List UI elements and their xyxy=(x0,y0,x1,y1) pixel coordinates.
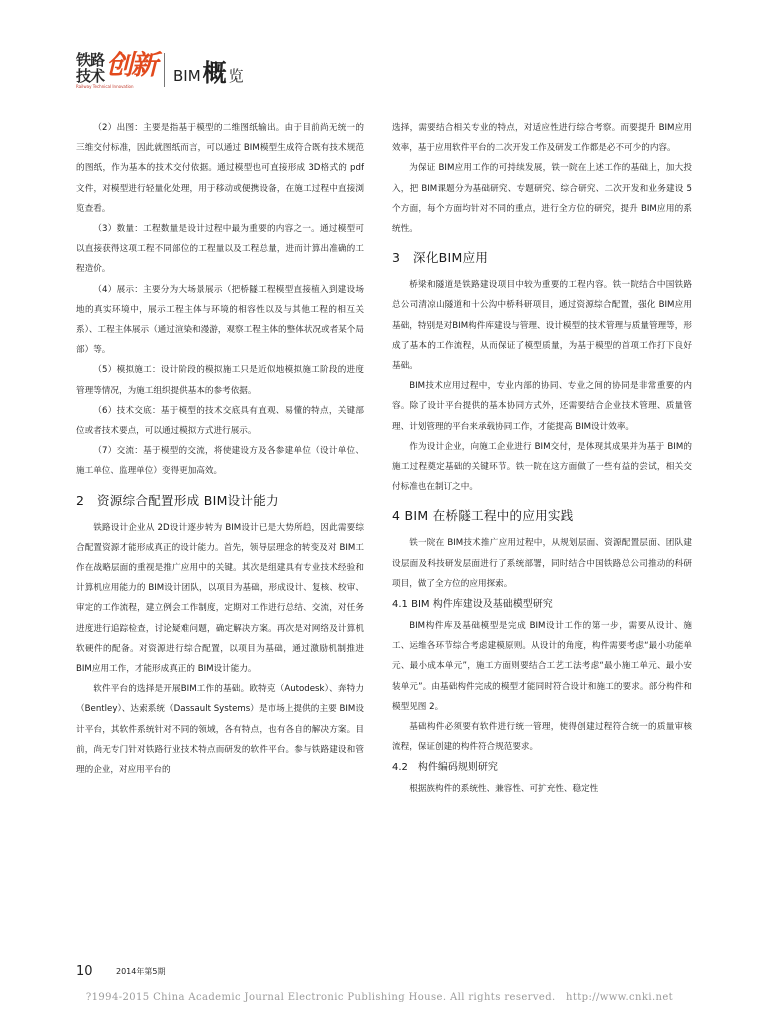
paragraph: 作为设计企业，向施工企业进行 BIM交付，是体现其成果并为基于 BIM的施工过程奠定基础的关键环节。铁一院在这方面做了一些有益的尝试，相关交付标准也在制订之中。 xyxy=(392,441,692,493)
section-heading-2: 2 资源综合配置形成 BIM设计能力 xyxy=(76,492,279,508)
logo-text-left: 铁路 技术 xyxy=(76,51,105,85)
paragraph: （5）模拟施工：设计阶段的模拟施工只是近似地模拟施工阶段的进度管理等情况，为施工组织提供基本的参考依据。 xyxy=(76,365,364,396)
paragraph: BIM构件库及基础模型是完成 BIM设计工作的第一步，需要从设计、施工、运维各环节综合考虑建模原则。从设计的角度，构件需要考虑“最小功能单元、最小成本单元”，施工方面则要结合工艺工法考虑“最小施工单元、最小安装单元”。由基础构件完成的模型才能同时符合设计和施工的要求。部分构件和模型见图 2。 xyxy=(392,621,692,712)
paragraph: 桥梁和隧道是铁路建设项目中较为重要的工程内容。铁一院结合中国铁路总公司清凉山隧道和十公沟中桥科研项目，通过资源综合配置，强化 BIM应用基础，特别是对BIM构件库建设与管理、设计模型的技术管理与质量管理等，形成了基本的工作流程，从而保证了模型质量，为基于模型的首项工作打下良好基础。 xyxy=(392,280,692,372)
journal-logo xyxy=(76,50,158,90)
paragraph: 铁一院在 BIM技术推广应用过程中，从规划层面、资源配置层面、团队建设层面及科技研发层面进行了系统部署，同时结合中国铁路总公司推动的科研项目，做了全方位的应用探索。 xyxy=(392,538,692,589)
paragraph: （4）展示：主要分为大场景展示（把桥隧工程模型直接植入到建设场地的真实环境中，展示工程主体与环境的相容性以及与其他工程的相互关系）、工程主体展示（通过渲染和漫游，观察工程主体的整体状况或者某个局部）等。 xyxy=(76,284,364,356)
left-column xyxy=(76,118,364,780)
paragraph: 根据族构件的系统性、兼容性、可扩充性、稳定性 xyxy=(409,784,599,795)
header-divider xyxy=(164,53,165,87)
logo-text-right: 创新 xyxy=(106,50,156,81)
paragraph: （2）出图：主要是指基于模型的二维图纸输出。由于目前尚无统一的三维交付标准，因此就图纸而言，可以通过 BIM模型生成符合既有技术规范的图纸，作为基本的技术交付依据。通过模型也可直接形成 3D格式的 pdf 文件，对模型进行轻量化处理，用于移动或便携设备，在施工过程中直接浏览查看。 xyxy=(76,123,364,214)
paragraph: （6）技术交底：基于模型的技术交底具有直观、易懂的特点，关键部位或者技术要点，可以通过模拟方式进行展示。 xyxy=(76,405,364,437)
page-number: 10 xyxy=(76,964,93,979)
subsection-heading-4-1: 4.1 BIM 构件库建设及基础模型研究 xyxy=(392,599,553,611)
column-title: BIM 概 览 xyxy=(173,58,244,87)
paragraph: 铁路设计企业从 2D设计逐步转为 BIM设计已是大势所趋，因此需要综合配置资源才能形成真正的设计能力。首先，领导层理念的转变及对 BIM工作在战略层面的重视是推广应用中的关键。其次是组建具有专业技术经验和计算机应用能力的 BIM设计团队，以项目为基础，形成设计、复核、校审、审定的工作流程，建立例会工作制度，定期对工作进行总结、交流，对任务进度进行追踪检查，讨论疑难问题，确定解决方案。再次是对网络及计算机软硬件的配备。对资源进行综合配置，以项目为基础，通过激励机制推进 BIM应用工作，才能形成真正的 BIM设计能力。 xyxy=(76,522,364,675)
issue-label: 2014年第5期 xyxy=(116,967,166,976)
subsection-heading-4-2: 4.2 构件编码规则研究 xyxy=(392,762,498,774)
paragraph: （3）数量：工程数量是设计过程中最为重要的内容之一。通过模型可以直接获得这项工程不同部位的工程量以及工程总量，进而计算出准确的工程造价。 xyxy=(76,224,364,275)
paragraph: 软件平台的选择是开展BIM工作的基础。欧特克（Autodesk）、奔特力（Bentley）、达索系统（Dassault Systems）是市场上提供的主要 BIM设计平台，其软件系统针对不同的领域，各有特点，也有各自的解决方案。目前，尚无专门针对铁路行业技术特点而研发的软件平台。参与铁路建设和管理的企业，对应用平台的 xyxy=(76,684,364,776)
paragraph: （7）交流：基于模型的交流，将使建设方及各参建单位（设计单位、施工单位、监理单位）变得更加高效。 xyxy=(76,446,364,477)
section-heading-4: 4 BIM 在桥隧工程中的应用实践 xyxy=(392,508,574,524)
paragraph: BIM技术应用过程中，专业内部的协同、专业之间的协同是非常重要的内容。除了设计平台提供的基本协同方式外，还需要结合企业技术管理、质量管理、计划管理的平台来承载协同工作，才能提高 BIM设计效率。 xyxy=(392,381,692,432)
paragraph: 选择，需要结合相关专业的特点，对适应性进行综合考察。而要提升 BIM应用效率，基于应用软件平台的二次开发工作及研发工作都是必不可少的内容。 xyxy=(392,123,692,154)
section-heading-3: 3 深化BIM应用 xyxy=(392,250,489,266)
page-header xyxy=(76,48,244,92)
copyright-watermark: ?1994-2015 China Academic Journal Electronic Publishing House. All rights reserved. http://www.cnki.net xyxy=(85,992,674,1003)
paragraph: 基础构件必须要有软件进行统一管理，使得创建过程符合统一的质量审核流程，保证创建的构件符合规范要求。 xyxy=(392,722,692,753)
logo-subtitle: Railway Technical Innovation xyxy=(76,84,134,89)
right-column xyxy=(392,118,692,800)
paragraph: 为保证 BIM应用工作的可持续发展，铁一院在上述工作的基础上，加大投入，把 BIM课题分为基础研究、专题研究、综合研究、二次开发和业务建设 5个方面，每个方面均针对不同的重点，进行全方位的研究，提升 BIM应用的系统性。 xyxy=(392,163,692,235)
